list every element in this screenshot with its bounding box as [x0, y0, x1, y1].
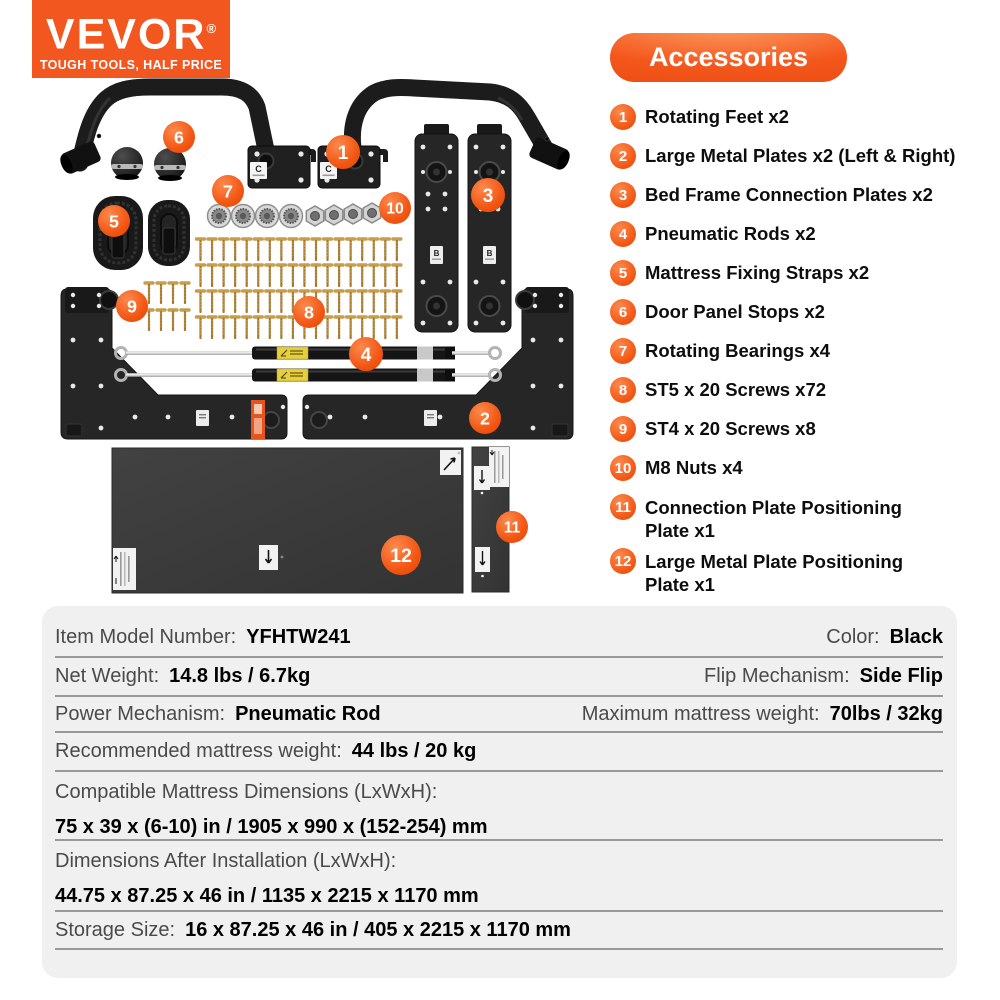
- screw: [254, 317, 262, 338]
- screw: [277, 239, 285, 260]
- logo-tagline: TOUGH TOOLS, HALF PRICE: [39, 58, 223, 73]
- accessory-item: [610, 416, 998, 442]
- bearing: [208, 205, 231, 228]
- screw: [208, 291, 216, 312]
- item-number-badge: 7: [610, 338, 636, 364]
- spec-value: 44 lbs / 20 kg: [351, 740, 477, 762]
- accessory-item-label: Pneumatic Rods x2: [645, 223, 816, 244]
- screw: [393, 265, 401, 286]
- screw: [157, 283, 165, 303]
- spec-value: YFHTW241: [246, 626, 351, 648]
- screw: [254, 239, 262, 260]
- screw: [197, 291, 205, 312]
- screw: [381, 265, 389, 286]
- screw: [358, 265, 366, 286]
- screw: [197, 239, 205, 260]
- part-number-badge: [469, 402, 501, 434]
- accessory-item-label: ST5 x 20 Screws x72: [645, 379, 827, 400]
- screw: [358, 239, 366, 260]
- part-number-badge: [212, 175, 244, 207]
- screw: [266, 265, 274, 286]
- accessory-item: [610, 548, 998, 596]
- accessory-item-label: Door Panel Stops x2: [645, 301, 825, 322]
- accessory-item: [610, 143, 998, 169]
- hex-nut: [306, 206, 323, 226]
- part-number-badge: [471, 178, 505, 212]
- connection-plate: [415, 124, 458, 332]
- screw: [208, 317, 216, 338]
- badge-number: 10: [386, 200, 404, 218]
- bearing: [232, 205, 255, 228]
- spec-row: [55, 772, 943, 841]
- plate-right-label: B: [486, 249, 493, 258]
- spec-label: Power Mechanism:: [55, 702, 226, 725]
- accessory-item-label: ST4 x 20 Screws x8: [645, 418, 816, 439]
- screw: [358, 317, 366, 338]
- badge-number: 12: [390, 545, 412, 568]
- screw: [254, 291, 262, 312]
- screw: [370, 317, 378, 338]
- part-number-badge: [496, 511, 528, 543]
- accessories-panel: [610, 33, 998, 602]
- item-number-badge: 1: [610, 104, 636, 130]
- part-number-badge: [293, 296, 325, 328]
- screw: [312, 265, 320, 286]
- item-number-badge: 6: [610, 299, 636, 325]
- accessories-title: Accessories: [648, 42, 809, 72]
- screw: [266, 291, 274, 312]
- item-number-badge: 12: [610, 548, 636, 574]
- accessory-item: [610, 377, 998, 403]
- spec-label: Dimensions After Installation (LxWxH):: [55, 850, 397, 872]
- screw: [324, 317, 332, 338]
- screw: [370, 291, 378, 312]
- badge-number: 5: [109, 211, 119, 232]
- accessory-item-label: Large Metal Plate Positioning Plate x1: [645, 551, 904, 595]
- screw: [231, 239, 239, 260]
- screw: [335, 291, 343, 312]
- item-number-badge: 2: [610, 143, 636, 169]
- item-number-badge: 5: [610, 260, 636, 286]
- badge-number: 3: [482, 185, 494, 207]
- badge-number: 9: [127, 296, 137, 317]
- accessory-item: [610, 182, 998, 208]
- screw: [243, 265, 251, 286]
- screw: [300, 239, 308, 260]
- hex-nut: [344, 204, 361, 224]
- registered-mark-icon: ®: [206, 21, 217, 36]
- part-number-badge: [326, 135, 360, 169]
- specifications-table: [42, 606, 957, 978]
- bracket-right-label: C: [325, 164, 332, 174]
- screw: [169, 283, 177, 303]
- screw: [197, 265, 205, 286]
- screw: [393, 239, 401, 260]
- spec-label: Item Model Number:: [55, 626, 237, 648]
- screw: [231, 265, 239, 286]
- screw: [169, 310, 177, 330]
- screw: [381, 317, 389, 338]
- spec-row: [55, 912, 943, 950]
- screw: [289, 239, 297, 260]
- spec-row: [55, 841, 943, 912]
- item-number-badge: 3: [610, 182, 636, 208]
- spec-value: 75 x 39 x (6-10) in / 1905 x 990 x (152-254) mm: [55, 816, 488, 838]
- connection-plate: [468, 124, 511, 332]
- spec-row: [55, 697, 943, 733]
- spec-label: Flip Mechanism:: [704, 665, 850, 687]
- item-number-badge: 9: [610, 416, 636, 442]
- spec-label: Maximum mattress weight:: [581, 702, 820, 725]
- screw: [266, 317, 274, 338]
- screw: [220, 265, 228, 286]
- warning-label: [277, 369, 308, 381]
- corner-arrow-label: [440, 450, 461, 475]
- screw: [324, 265, 332, 286]
- screw: [220, 291, 228, 312]
- screw: [358, 291, 366, 312]
- item-number-badge: 11: [610, 494, 636, 520]
- vevor-sticker: [251, 400, 265, 439]
- accessories-list: [610, 104, 998, 596]
- screw: [277, 317, 285, 338]
- pneumatic-rod: [116, 369, 501, 382]
- accessory-item: [610, 299, 998, 325]
- screw: [254, 265, 262, 286]
- screw: [347, 317, 355, 338]
- screw: [243, 317, 251, 338]
- spec-row: [55, 658, 943, 697]
- screw: [220, 317, 228, 338]
- screw: [381, 291, 389, 312]
- screw: [231, 317, 239, 338]
- spec-value: 70lbs / 32kg: [829, 702, 943, 725]
- top-sticker: [489, 447, 509, 487]
- accessory-item: [610, 494, 998, 542]
- spec-label: Recommended mattress weight:: [55, 740, 342, 762]
- screw: [370, 239, 378, 260]
- screw: [181, 310, 189, 330]
- screw: [231, 291, 239, 312]
- screw: [243, 291, 251, 312]
- accessory-item: [610, 221, 998, 247]
- screw: [324, 239, 332, 260]
- hex-nut: [325, 205, 342, 225]
- screw: [312, 239, 320, 260]
- spec-value: Pneumatic Rod: [235, 702, 381, 725]
- connection-plates: [415, 124, 511, 332]
- screw: [347, 239, 355, 260]
- screw: [266, 239, 274, 260]
- bearing: [280, 205, 303, 228]
- screw: [324, 291, 332, 312]
- accessory-item: [610, 338, 998, 364]
- badge-number: 1: [337, 142, 349, 164]
- badge-number: 11: [503, 519, 521, 537]
- screw: [347, 265, 355, 286]
- accessories-header: [610, 33, 847, 82]
- badge-number: 6: [174, 127, 184, 148]
- screw: [393, 291, 401, 312]
- spec-sticker: [113, 548, 136, 590]
- accessory-item: [610, 455, 998, 481]
- accessory-item-label: Rotating Feet x2: [645, 106, 789, 127]
- bearing: [256, 205, 279, 228]
- spec-value: 44.75 x 87.25 x 46 in / 1135 x 2215 x 1170 mm: [55, 885, 479, 907]
- part-number-badge: [379, 192, 411, 224]
- spec-label: Storage Size:: [55, 918, 176, 941]
- screw: [277, 291, 285, 312]
- screw: [289, 265, 297, 286]
- st4-screws-group: [145, 283, 189, 330]
- badge-number: 8: [304, 302, 314, 323]
- badge-number: 2: [480, 408, 490, 429]
- warning-label: [277, 347, 308, 359]
- spec-value: 16 x 87.25 x 46 in / 405 x 2215 x 1170 mm: [185, 918, 571, 941]
- foot-bracket-left: [248, 146, 316, 188]
- accessory-item-label: M8 Nuts x4: [645, 457, 743, 478]
- accessory-item: [610, 260, 998, 286]
- item-number-badge: 4: [610, 221, 636, 247]
- badge-number: 4: [360, 344, 372, 366]
- screw: [208, 265, 216, 286]
- logo-brand: VEVOR®: [45, 10, 217, 59]
- accessory-item-label: Mattress Fixing Straps x2: [645, 262, 870, 283]
- accessory-item-label: Connection Plate Positioning Plate x1: [645, 497, 902, 541]
- screw: [277, 265, 285, 286]
- accessory-item: [610, 104, 998, 130]
- pneumatic-rods: [116, 344, 501, 382]
- hex-nut: [363, 203, 380, 223]
- screw: [335, 239, 343, 260]
- screw: [393, 317, 401, 338]
- rotating-bearings: [208, 205, 303, 228]
- accessory-item-label: Bed Frame Connection Plates x2: [645, 184, 933, 205]
- screw: [157, 310, 165, 330]
- part-number-badge: [98, 205, 130, 237]
- spec-row: [55, 606, 943, 658]
- screw: [300, 265, 308, 286]
- screw: [197, 317, 205, 338]
- badge-number: 7: [223, 181, 233, 202]
- bracket-left-label: C: [255, 164, 262, 174]
- item-number-badge: 10: [610, 455, 636, 481]
- screw: [181, 283, 189, 303]
- screw: [370, 265, 378, 286]
- part-number-badge: [116, 290, 148, 322]
- part-number-badge: [349, 337, 383, 371]
- screw: [243, 239, 251, 260]
- part-number-badge: [163, 121, 195, 153]
- spec-row: [55, 733, 943, 772]
- spec-value: Side Flip: [859, 665, 943, 687]
- screw: [335, 317, 343, 338]
- screw: [381, 239, 389, 260]
- m8-nuts: [306, 203, 380, 226]
- screw: [347, 291, 355, 312]
- item-number-badge: 8: [610, 377, 636, 403]
- product-parts-diagram: [0, 0, 610, 600]
- spec-value: 14.8 lbs / 6.7kg: [169, 665, 311, 687]
- spec-label: Color:: [826, 626, 880, 648]
- pneumatic-rod: [116, 347, 501, 360]
- accessory-item-label: Large Metal Plates x2 (Left & Right): [645, 145, 956, 166]
- screw: [220, 239, 228, 260]
- screw: [208, 239, 216, 260]
- screw: [335, 265, 343, 286]
- spec-value: Black: [889, 626, 943, 648]
- spec-label: Compatible Mattress Dimensions (LxWxH):: [55, 781, 438, 803]
- plate-left-label: B: [433, 249, 440, 258]
- spec-label: Net Weight:: [55, 665, 160, 687]
- accessory-item-label: Rotating Bearings x4: [645, 340, 831, 361]
- part-number-badge: [381, 535, 421, 575]
